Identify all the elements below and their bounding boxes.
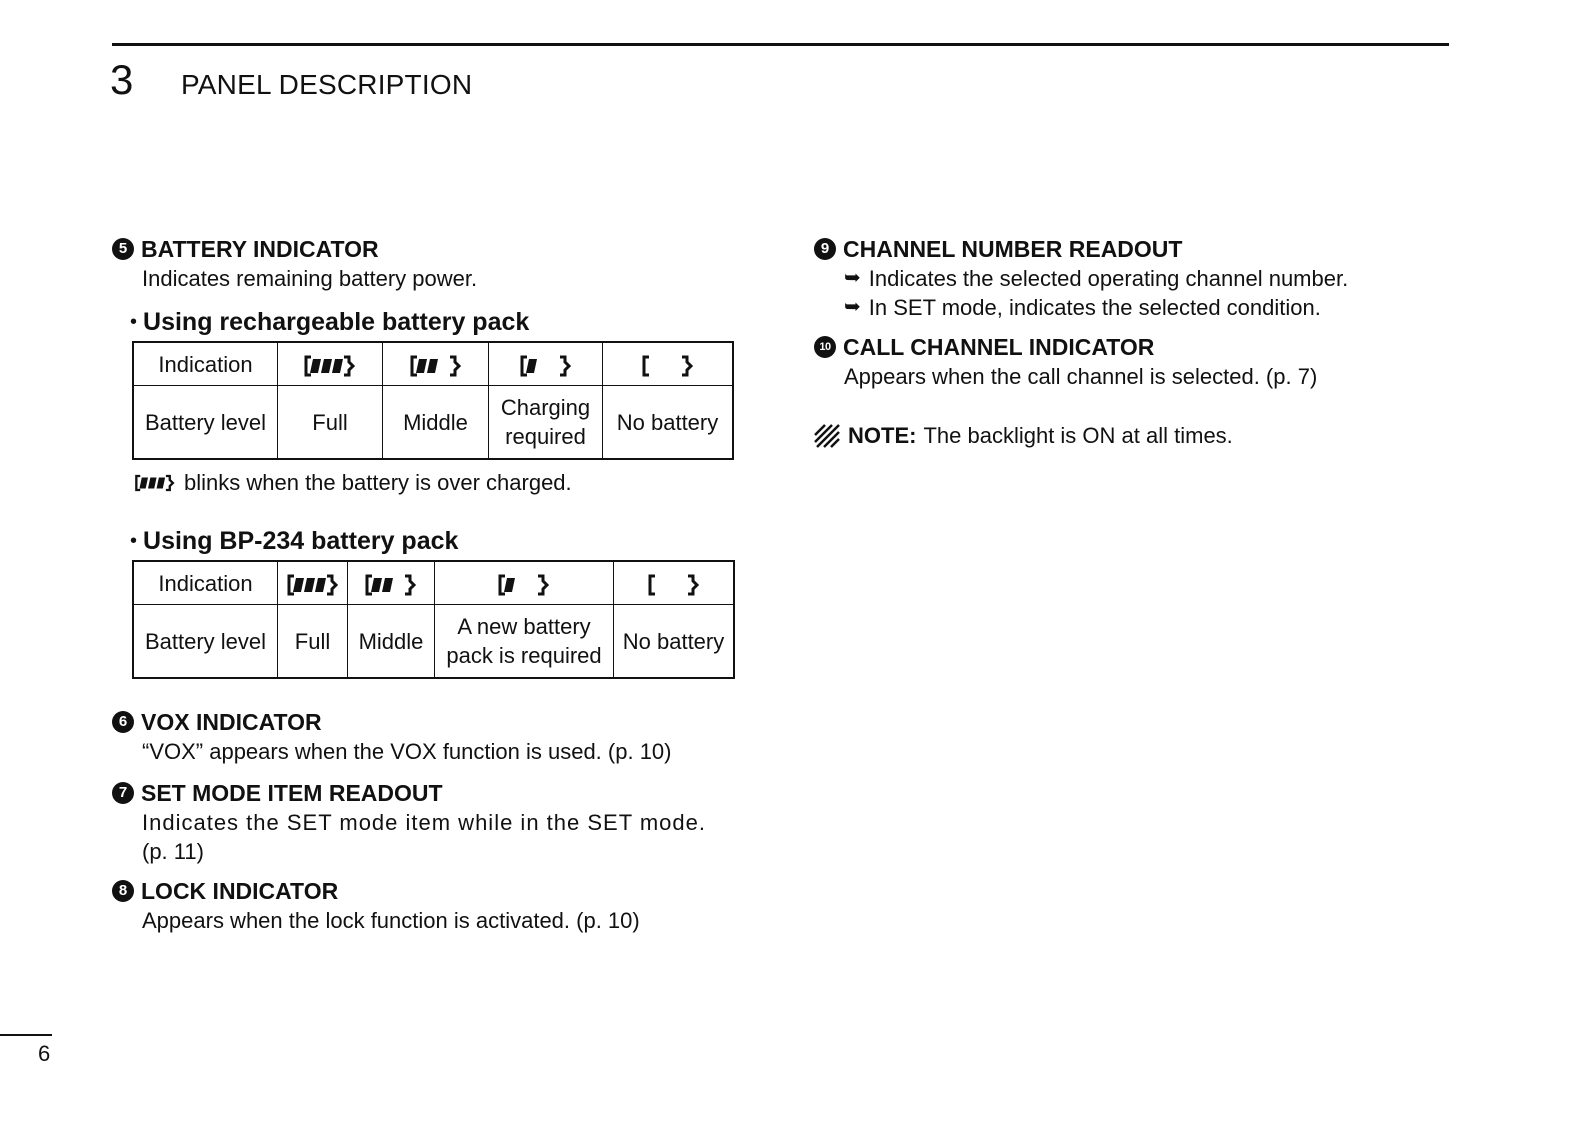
section-description: Appears when the lock function is activated. (p. 10) — [142, 908, 640, 933]
section-number-badge: 5 — [112, 238, 134, 260]
table-row — [133, 605, 734, 679]
arrow-right-icon: ➥ — [844, 267, 861, 289]
table-cell: No battery — [603, 386, 734, 460]
footer-rule — [0, 1034, 52, 1036]
section-description: Indicates the SET mode item while in the SET mode. — [142, 810, 707, 835]
battery-middle-icon — [364, 573, 418, 597]
section-title: BATTERY INDICATOR — [141, 236, 379, 262]
rechargeable-battery-table — [132, 341, 734, 460]
table-cell — [278, 342, 383, 386]
battery-low-icon — [497, 573, 551, 597]
section-number-badge: 8 — [112, 880, 134, 902]
chapter-title: PANEL DESCRIPTION — [181, 69, 473, 100]
list-item — [844, 293, 1454, 322]
section-description: Indicates remaining battery power. — [142, 266, 478, 291]
note-text: The backlight is ON at all times. — [923, 423, 1233, 448]
right-column — [814, 234, 1454, 450]
table-cell: Middle — [383, 386, 489, 460]
bp234-subheading: • Using BP-234 battery pack — [130, 527, 459, 555]
section-number-badge: 6 — [112, 711, 134, 733]
section-title: CALL CHANNEL INDICATOR — [843, 334, 1155, 360]
note-icon — [814, 424, 840, 448]
rechargeable-subheading: • Using rechargeable battery pack — [130, 308, 530, 336]
table-cell — [614, 561, 735, 605]
table-cell: Middle — [348, 605, 435, 679]
section-description: (p. 11) — [142, 839, 204, 864]
table-cell — [278, 561, 348, 605]
battery-empty-icon — [641, 354, 695, 378]
table-cell: Battery level — [133, 386, 278, 460]
list-item — [844, 264, 1454, 293]
bp234-battery-table — [132, 560, 735, 679]
list-item-text: Indicates the selected operating channel number. — [868, 266, 1349, 291]
battery-empty-icon — [647, 573, 701, 597]
left-column — [112, 234, 762, 935]
table-cell — [348, 561, 435, 605]
vox-indicator-heading — [112, 707, 762, 737]
blink-note-text: blinks when the battery is over charged. — [184, 470, 572, 495]
table-cell: Full — [278, 605, 348, 679]
note-label: NOTE: — [848, 423, 917, 448]
lock-indicator-heading — [112, 876, 762, 906]
table-cell: Indication — [133, 561, 278, 605]
table-cell: A new battery pack is required — [435, 605, 614, 679]
page-number: 6 — [38, 1041, 51, 1066]
section-number-badge: 10 — [814, 336, 836, 358]
table-cell: Full — [278, 386, 383, 460]
section-title: LOCK INDICATOR — [141, 878, 339, 904]
chapter-number: 3 — [110, 56, 134, 103]
battery-full-icon — [303, 354, 357, 378]
section-number-badge: 7 — [112, 782, 134, 804]
table-cell — [435, 561, 614, 605]
table-cell: Indication — [133, 342, 278, 386]
table-row — [133, 386, 733, 460]
section-title: CHANNEL NUMBER READOUT — [843, 236, 1183, 262]
note — [814, 421, 1454, 450]
section-description: “VOX” appears when the VOX function is used. (p. 10) — [142, 739, 672, 764]
top-rule — [112, 43, 1449, 46]
section-description: Appears when the call channel is selected. (p. 7) — [844, 364, 1318, 389]
table-cell: Charging required — [489, 386, 603, 460]
table-cell: No battery — [614, 605, 735, 679]
set-mode-heading — [112, 778, 762, 808]
section-title: SET MODE ITEM READOUT — [141, 780, 443, 806]
battery-full-icon — [286, 573, 340, 597]
list-item-text: In SET mode, indicates the selected condition. — [868, 295, 1321, 320]
call-channel-heading — [814, 332, 1454, 362]
table-cell — [489, 342, 603, 386]
table-row — [133, 342, 733, 386]
subheading-text: Using BP-234 battery pack — [143, 527, 459, 555]
blink-note — [134, 468, 762, 497]
table-cell: Battery level — [133, 605, 278, 679]
table-cell — [603, 342, 734, 386]
table-cell — [383, 342, 489, 386]
subheading-text: Using rechargeable battery pack — [143, 308, 530, 336]
battery-middle-icon — [409, 354, 463, 378]
battery-indicator-heading — [112, 234, 762, 264]
section-number-badge: 9 — [814, 238, 836, 260]
arrow-right-icon: ➥ — [844, 296, 861, 318]
battery-full-icon — [134, 473, 176, 493]
table-row — [133, 561, 734, 605]
battery-low-icon — [519, 354, 573, 378]
section-title: VOX INDICATOR — [141, 709, 322, 735]
channel-readout-heading — [814, 234, 1454, 264]
